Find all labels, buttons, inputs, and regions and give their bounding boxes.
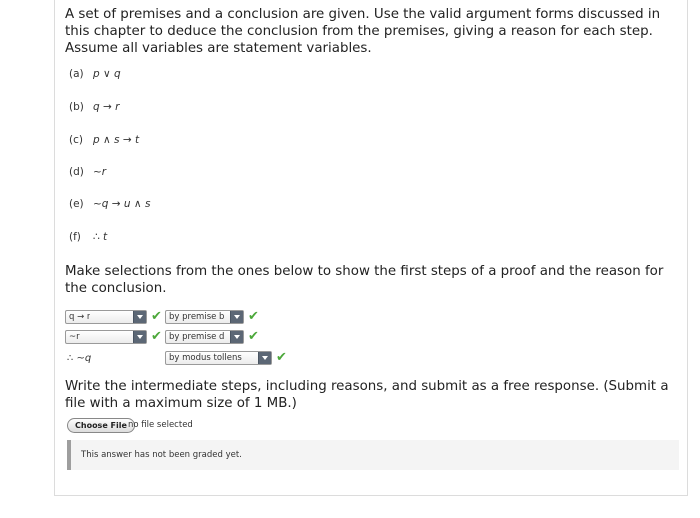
premise-a — [69, 68, 121, 80]
selected-value: q → r — [69, 312, 91, 322]
premise-label: (b) — [69, 101, 84, 113]
premise-label: (f) — [69, 231, 81, 243]
conclusion-statement: ∴ ~q — [67, 353, 92, 364]
premise-label: (c) — [69, 134, 83, 146]
correct-check-icon: ✔ — [276, 350, 287, 365]
premise-label: (d) — [69, 166, 84, 178]
premise-e — [69, 198, 150, 210]
statement-select-1[interactable] — [65, 310, 147, 324]
premise-expression: p ∨ q — [93, 68, 121, 80]
dropdown-arrow-icon[interactable] — [230, 331, 243, 343]
premise-label: (e) — [69, 198, 84, 210]
premise-label: (a) — [69, 68, 84, 80]
statement-select-2[interactable] — [65, 330, 147, 344]
premise-expression: ∴ t — [93, 231, 108, 243]
correct-check-icon: ✔ — [248, 309, 259, 324]
premise-b — [69, 101, 119, 113]
dropdown-arrow-icon[interactable] — [133, 331, 146, 343]
grading-status-box — [67, 440, 679, 470]
selected-value: ~r — [69, 332, 80, 342]
correct-check-icon: ✔ — [151, 309, 162, 324]
choose-file-button[interactable]: Choose File — [67, 418, 135, 433]
upload-prompt: Write the intermediate steps, including reasons, and submit as a free response. (Submit a file with a maximum size of 1 MB.) — [65, 379, 669, 411]
reason-select-1[interactable] — [165, 310, 244, 324]
conclusion-f — [69, 231, 107, 243]
dropdown-arrow-icon[interactable] — [258, 352, 271, 364]
premise-expression: ~q → u ∧ s — [93, 198, 151, 210]
selected-value: by premise b — [169, 312, 225, 322]
file-status: no file selected — [128, 420, 193, 430]
correct-check-icon: ✔ — [151, 329, 162, 344]
premise-expression: ~r — [93, 166, 107, 178]
selected-value: by modus tollens — [169, 353, 242, 363]
selections-prompt: Make selections from the ones below to show the first steps of a proof and the reason for the conclusion. — [65, 264, 664, 296]
premise-expression: p ∧ s → t — [93, 134, 140, 146]
premise-d — [69, 166, 106, 178]
dropdown-arrow-icon[interactable] — [133, 311, 146, 323]
grading-status-text: This answer has not been graded yet. — [81, 450, 242, 460]
reason-select-3[interactable] — [165, 351, 272, 365]
premise-expression: q → r — [93, 101, 120, 113]
reason-select-2[interactable] — [165, 330, 244, 344]
instructions-text: A set of premises and a conclusion are given. Use the valid argument forms discussed in this chapter to deduce the conclusion from the premises, giving a reason for each step. Assume all variables are statement variables. — [65, 7, 661, 56]
question-card — [54, 0, 688, 496]
correct-check-icon: ✔ — [248, 329, 259, 344]
premise-c — [69, 134, 139, 146]
dropdown-arrow-icon[interactable] — [230, 311, 243, 323]
selected-value: by premise d — [169, 332, 225, 342]
